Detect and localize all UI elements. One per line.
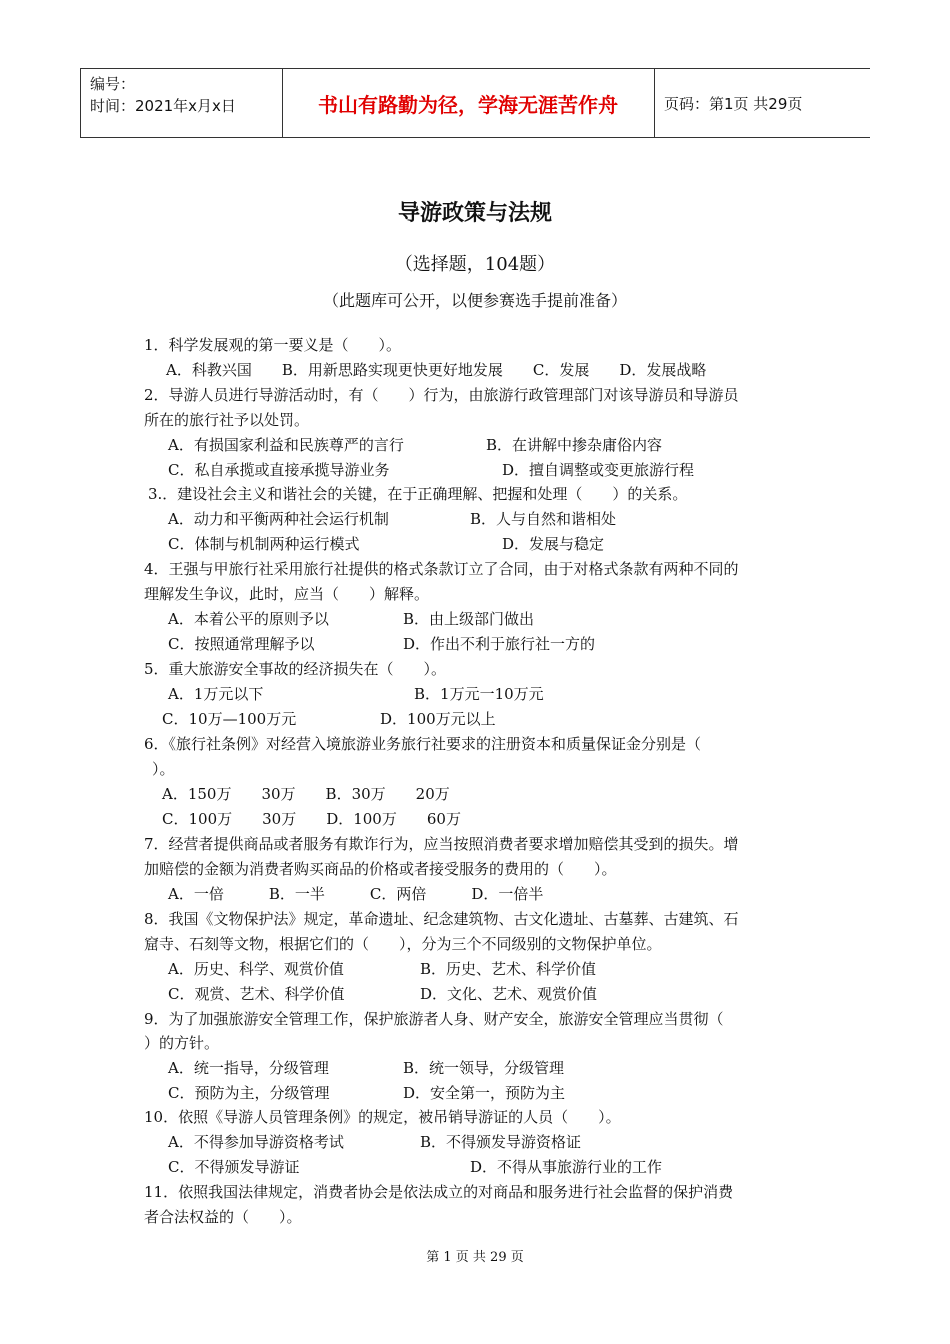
option-b: B．不得颁发导游资格证 (420, 1133, 582, 1151)
option-d: D．不得从事旅游行业的工作 (470, 1158, 663, 1176)
option-c: C．10万—100万元 (162, 710, 297, 728)
question-text: 11．依照我国法律规定，消费者协会是依法成立的对商品和服务进行社会监督的保护消费 (144, 1183, 734, 1201)
page-footer: 第 1 页 共 29 页 (426, 1250, 524, 1265)
option-d: D．文化、艺术、观赏价值 (420, 985, 598, 1003)
question-text: 所在的旅行社予以处罚。 (144, 411, 310, 429)
question-text: 5．重大旅游安全事故的经济损失在（ ）。 (144, 660, 447, 678)
question-text: 者合法权益的（ ）。 (144, 1208, 302, 1226)
question-text: ）。 (152, 760, 175, 778)
header-motto: 书山有路勤为径，学海无涯苦作舟 (318, 93, 618, 117)
option-line: A．150万 30万 B．30万 20万 (162, 785, 450, 803)
option-c: C．预防为主，分级管理 (168, 1084, 330, 1102)
option-c: C．不得颁发导游证 (168, 1158, 300, 1176)
question-text: 4．王强与甲旅行社采用旅行社提供的格式条款订立了合同，由于对格式条款有两种不同的 (144, 560, 739, 578)
question-text: 10．依照《导游人员管理条例》的规定，被吊销导游证的人员（ ）。 (144, 1108, 621, 1126)
question-text: ）的方针。 (144, 1034, 220, 1052)
question-text: 加赔偿的金额为消费者购买商品的价格或者接受服务的费用的（ ）。 (144, 860, 617, 878)
option-a: A．不得参加导游资格考试 (168, 1133, 344, 1151)
option-c: C．按照通常理解予以 (168, 635, 315, 653)
question-text: 3.．建设社会主义和谐社会的关键，在于正确理解、把握和处理（ ）的关系。 (148, 485, 688, 503)
question-text: 9．为了加强旅游安全管理工作，保护旅游者人身、财产安全，旅游安全管理应当贯彻（ (144, 1010, 724, 1028)
question-text: 6．《旅行社条例》对经营入境旅游业务旅行社要求的注册资本和质量保证金分别是（ (144, 735, 702, 753)
option-line: A．一倍 B．一半 C．两倍 D．一倍半 (168, 885, 544, 903)
option-d: D．发展与稳定 (502, 535, 605, 553)
option-line: A．科教兴国 B．用新思路实现更快更好地发展 C．发展 D．发展战略 (166, 361, 707, 379)
question-text: 理解发生争议，此时，应当（ ）解释。 (144, 585, 430, 603)
option-c: C．体制与机制两种运行模式 (168, 535, 360, 553)
option-a: A．1万元以下 (168, 685, 264, 703)
document-note: （此题库可公开，以便参赛选手提前准备） (322, 291, 627, 310)
option-b: B．1万元一10万元 (414, 685, 544, 703)
header-page-info: 页码：第1页 共29页 (664, 95, 803, 113)
option-d: D．安全第一，预防为主 (403, 1084, 566, 1102)
header-left (90, 73, 236, 117)
option-b: B．历史、艺术、科学价值 (420, 960, 597, 978)
question-text: 1．科学发展观的第一要义是（ ）。 (144, 336, 402, 354)
option-b: B．由上级部门做出 (403, 610, 535, 628)
option-b: B．人与自然和谐相处 (470, 510, 617, 528)
question-text: 2．导游人员进行导游活动时，有（ ）行为，由旅游行政管理部门对该导游员和导游员 (144, 386, 739, 404)
page-header (80, 68, 870, 138)
option-a: A．有损国家利益和民族尊严的言行 (168, 436, 404, 454)
option-c: C．私自承揽或直接承揽导游业务 (168, 461, 390, 479)
question-text: 8．我国《文物保护法》规定，革命遗址、纪念建筑物、古文化遗址、古墓葬、古建筑、石 (144, 910, 739, 928)
number-label: 编号： (90, 75, 136, 93)
option-c: C．观赏、艺术、科学价值 (168, 985, 345, 1003)
header-divider (80, 69, 81, 137)
time-label: 时间：2021年x月x日 (90, 97, 236, 115)
question-text: 窟寺、石刻等文物，根据它们的（ ），分为三个不同级别的文物保护单位。 (144, 935, 662, 953)
option-a: A．统一指导，分级管理 (168, 1059, 329, 1077)
option-d: D．作出不利于旅行社一方的 (403, 635, 596, 653)
option-b: B．统一领导，分级管理 (403, 1059, 565, 1077)
option-d: D．100万元以上 (380, 710, 496, 728)
option-line: C．100万 30万 D．100万 60万 (162, 810, 461, 828)
document-subtitle: （选择题，104题） (394, 254, 556, 275)
option-a: A．历史、科学、观赏价值 (168, 960, 344, 978)
document-title: 导游政策与法规 (397, 201, 552, 226)
header-divider (654, 69, 655, 137)
option-d: D．擅自调整或变更旅游行程 (502, 461, 695, 479)
question-text: 7．经营者提供商品或者服务有欺诈行为，应当按照消费者要求增加赔偿其受到的损失。增 (144, 835, 739, 853)
option-b: B．在讲解中掺杂庸俗内容 (486, 436, 663, 454)
option-a: A．动力和平衡两种社会运行机制 (168, 510, 389, 528)
option-a: A．本着公平的原则予以 (168, 610, 329, 628)
